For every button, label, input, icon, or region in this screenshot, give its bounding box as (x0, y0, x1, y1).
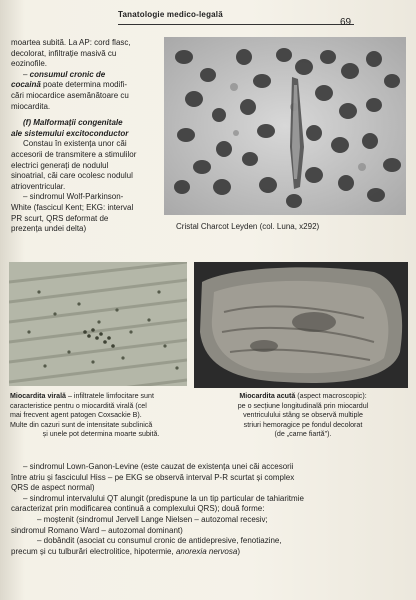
text-line: – sindromul Wolf-Parkinson- (23, 192, 124, 202)
running-title: Tanatologie medico-legală (118, 10, 223, 19)
text-span: ) (237, 546, 240, 556)
caption-bold: Miocardita virală (10, 392, 66, 400)
text-line: între atriu și fasciculul Hiss – pe EKG se observă interval P-R scurtat și complex (11, 472, 295, 482)
text-line: caracterizat prin modificarea continuă a complexului QRS); două forme: (11, 504, 265, 514)
page-number: 69 (340, 17, 352, 28)
text-line: – moștenit (sindromul Jervell Lange Nielsen – autozomal recesiv; (37, 514, 268, 524)
caption-line: și unele pot determina moarte subită. (42, 430, 160, 439)
section-heading: (f) Malformații congenitale (23, 118, 123, 128)
micrograph-image (9, 262, 187, 386)
text-line: – sindromul Lown-Ganon-Levine (este cauzat de existența unei căi accesorii (23, 462, 294, 471)
text-line: sinoatrial, căi care ocolesc nodulul (11, 171, 133, 181)
text-line: cări miocardice asemănătoare cu (11, 90, 129, 100)
text-span: poate determina modifi- (40, 80, 128, 90)
caption-line: caracteristice pentru o miocardită virală (cel (10, 401, 147, 410)
italic-text: anorexia nervosa (175, 546, 238, 556)
text-line (11, 70, 159, 81)
text-span: precum și cu tulburări electrolitice, hipotermie, (11, 546, 176, 556)
text-line: White (fascicul Kent; EKG: interval (11, 202, 134, 212)
header-rule (118, 24, 354, 25)
caption-line: striuri hemoragice pe fondul decolorat (243, 420, 363, 429)
text-line: atrioventricular. (11, 181, 66, 191)
text-line (11, 547, 407, 558)
figure-caption-viral-myocarditis (10, 392, 192, 440)
caption-line: Multe din cazuri sunt de intensitate subclinică (10, 420, 153, 429)
caption-text: – infiltratele limfocitare sunt (66, 392, 154, 400)
emphasis-text: consumul cronic de (29, 69, 106, 79)
dash: – (23, 69, 30, 79)
text-line: miocardita. (11, 101, 51, 111)
bottom-body-text (11, 462, 407, 557)
text-line: prezența undei delta) (11, 224, 87, 234)
caption-line: mai frecvent agent patogen Coxsackie B). (10, 411, 142, 420)
micrograph-image (164, 37, 406, 215)
caption-line: pe o secțiune longitudinală prin miocardul (237, 401, 369, 410)
caption-line (10, 392, 192, 402)
section-heading: ale sistemului excitoconductor (11, 128, 129, 138)
text-line: Constau în existența unor căi (23, 139, 127, 149)
figure-caption-acute-myocarditis (197, 392, 409, 440)
emphasis-text: cocaină (11, 80, 41, 90)
text-line: eozinofile. (11, 59, 48, 69)
text-line: QRS de aspect normal) (11, 483, 95, 493)
figure-caption-charcot-leyden: Cristal Charcot Leyden (col. Luna, x292) (176, 222, 320, 231)
charcot-leyden-micrograph (164, 37, 406, 215)
caption-bold: Miocardita acută (239, 392, 296, 400)
left-column-text (11, 38, 159, 235)
text-line: accesorii de transmitere a stimulilor (11, 149, 137, 159)
caption-line (197, 392, 409, 402)
caption-text: (aspect macroscopic): (295, 392, 367, 400)
text-line: moartea subită. La AP: cord flasc, (11, 38, 131, 47)
caption-line: ventriculului stâng se observă multiple (243, 411, 363, 420)
text-line: electrici generați de nodulul (11, 160, 109, 170)
caption-line: (de „carne fiartă"). (274, 430, 332, 439)
text-line: – sindromul intervalului QT alungit (predispune la un tip particular de tahiaritmie (23, 493, 304, 503)
viral-myocarditis-micrograph (9, 262, 187, 386)
acute-myocarditis-photo (194, 262, 408, 388)
text-line: PR scurt, QRS deformat de (11, 213, 109, 223)
text-line: – dobândit (asociat cu consumul cronic de antidepresive, fenotiazine, (37, 536, 282, 546)
text-line: sindromul Romano Ward – autozomal dominant) (11, 525, 183, 535)
text-line (11, 80, 159, 91)
macroscopic-image (194, 262, 408, 388)
text-line: decolorat, infiltrație masivă cu (11, 48, 117, 58)
